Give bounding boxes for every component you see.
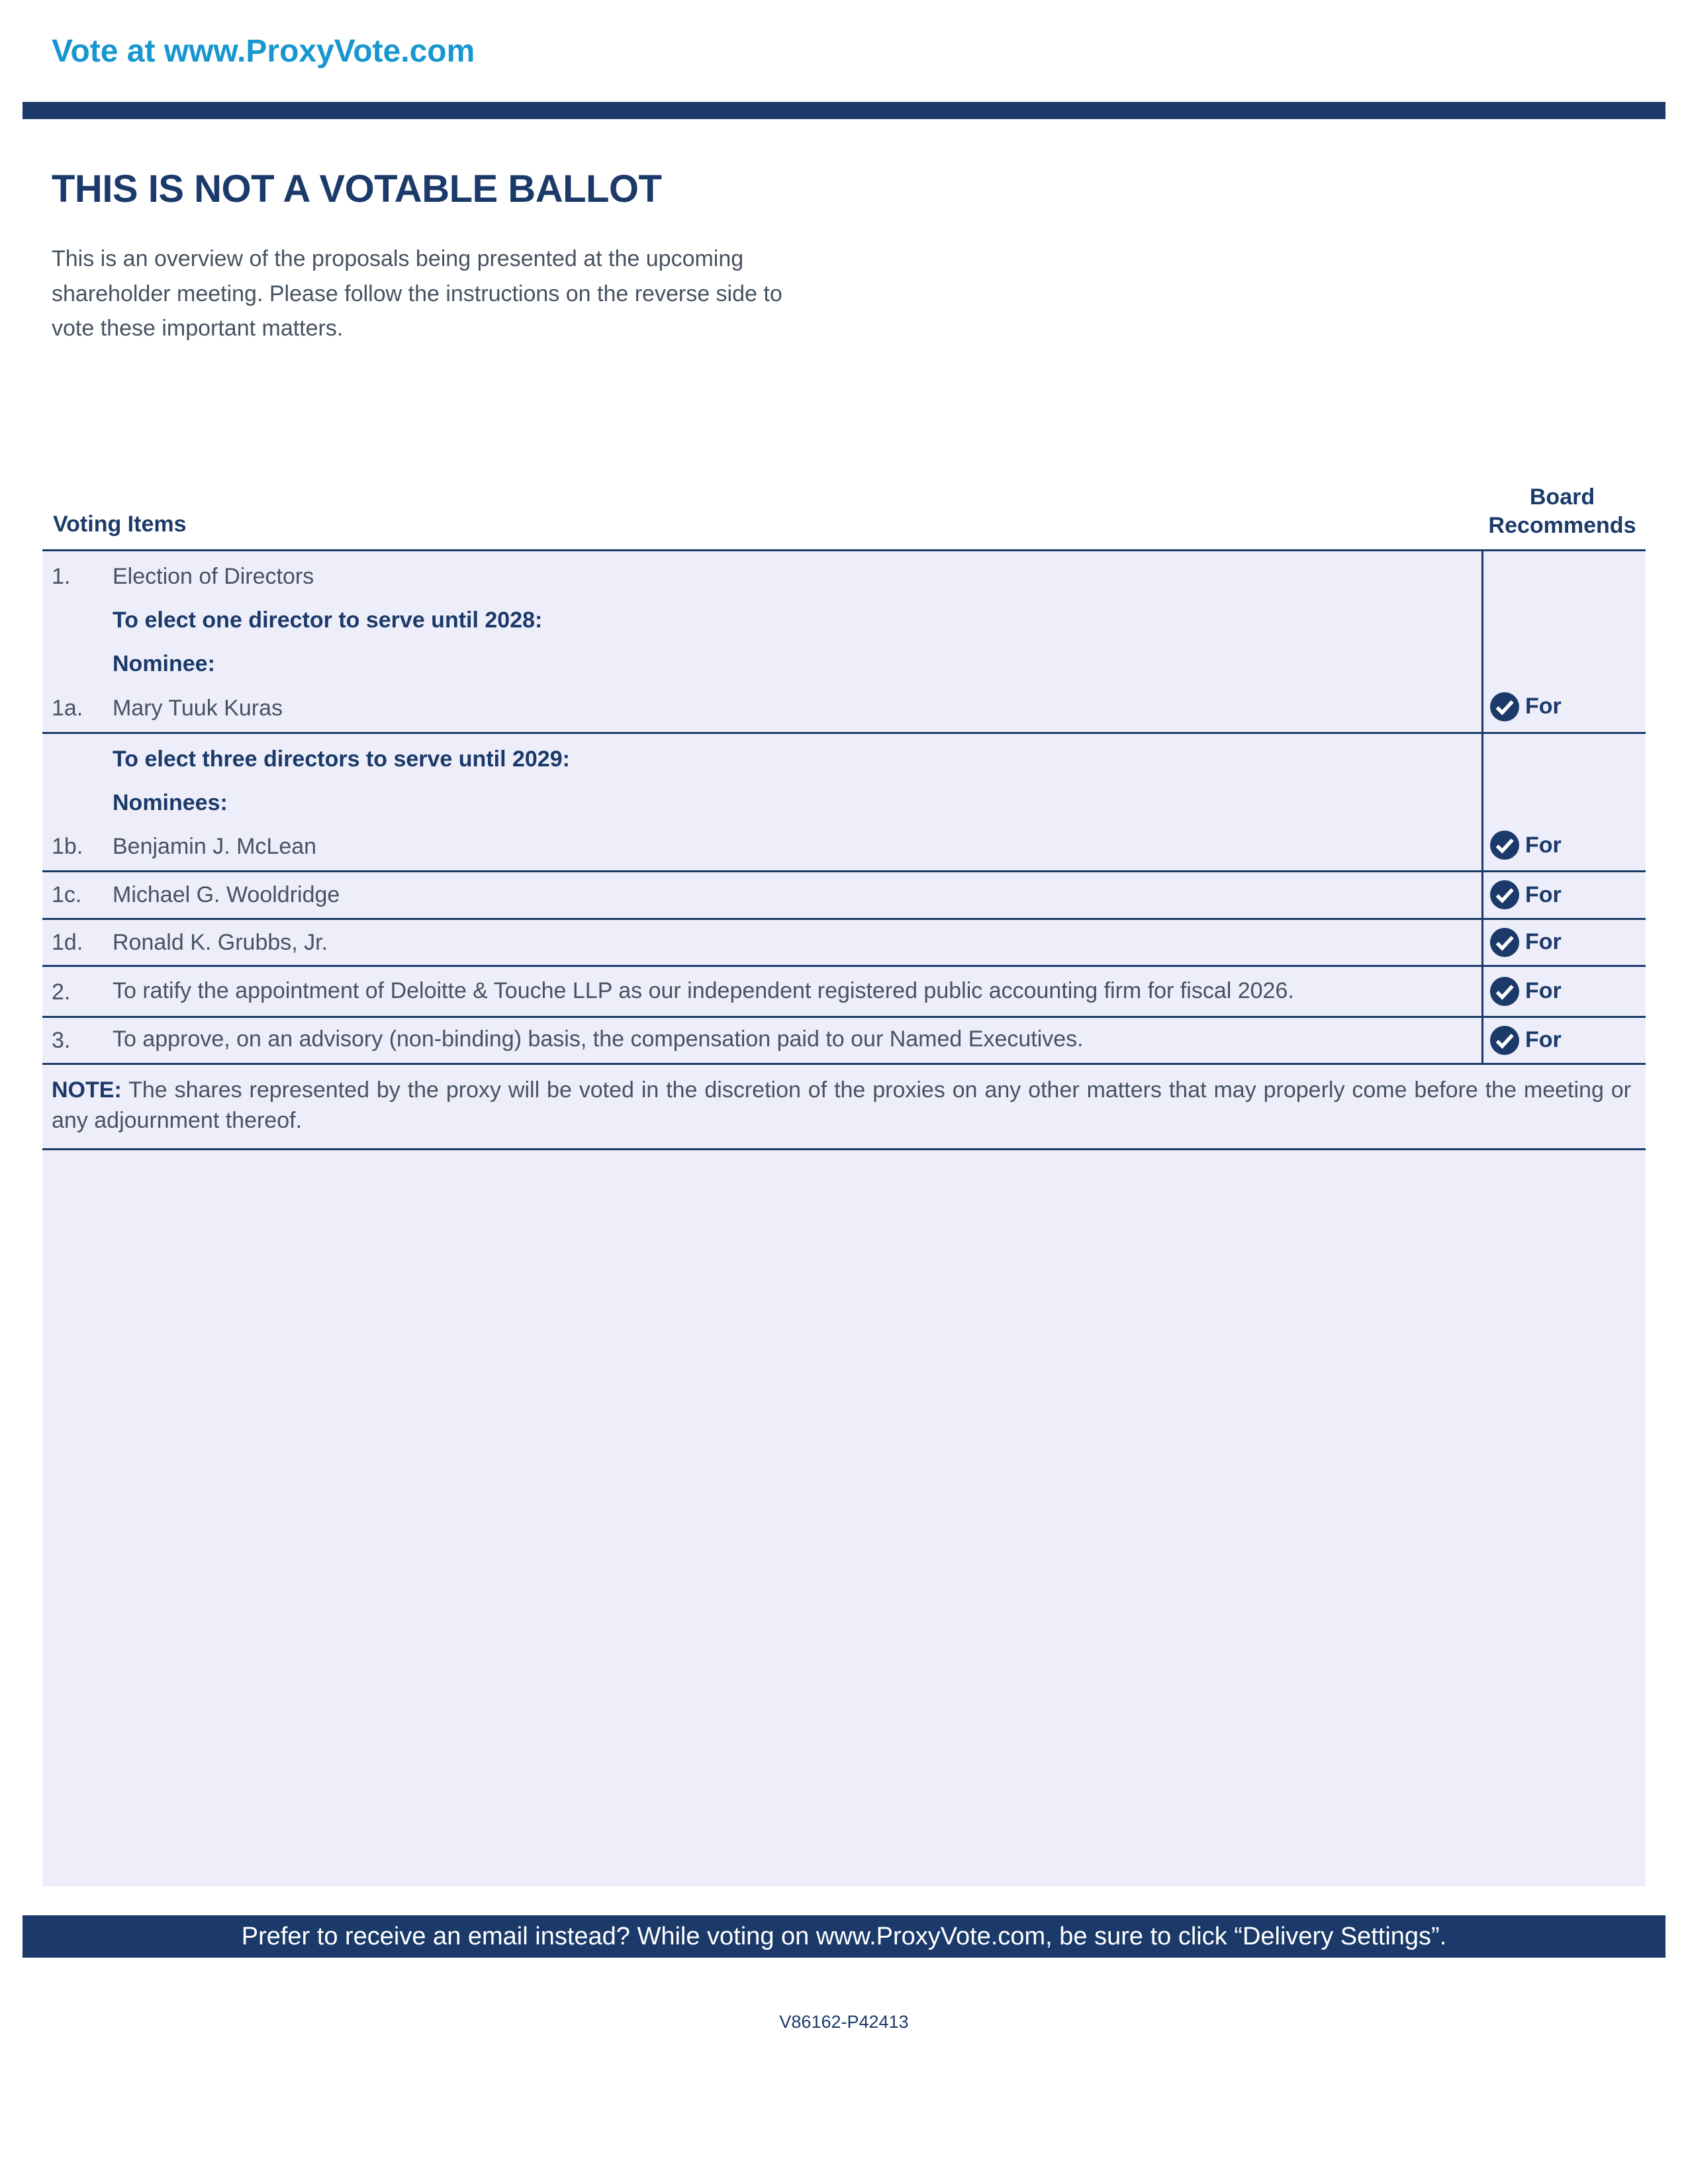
item-number: 1. xyxy=(52,564,71,589)
voting-row-content xyxy=(42,734,1481,871)
for-label: For xyxy=(1525,929,1562,955)
nominee-name: Benjamin J. McLean xyxy=(113,834,317,860)
page-title: THIS IS NOT A VOTABLE BALLOT xyxy=(52,167,662,210)
sub-heading: To elect one director to serve until 2028: xyxy=(113,608,543,633)
document-code: V86162-P42413 xyxy=(779,2012,909,2032)
for-label: For xyxy=(1525,832,1562,858)
for-check-icon xyxy=(1490,928,1519,957)
for-check-icon xyxy=(1490,1026,1519,1055)
board-recommends-header-line2: Recommends xyxy=(1488,512,1636,538)
recommendation xyxy=(1490,928,1562,957)
item-number: 3. xyxy=(52,1027,71,1053)
nominee-name: Michael G. Wooldridge xyxy=(113,882,340,908)
item-number: 1c. xyxy=(52,882,82,908)
voting-row-2 xyxy=(42,967,1646,1018)
vote-url-heading: Vote at www.ProxyVote.com xyxy=(52,34,475,69)
recommendation xyxy=(1490,831,1562,860)
recommendation xyxy=(1490,692,1562,721)
nominee-line xyxy=(52,832,1468,861)
item-text: To approve, on an advisory (non-binding) basis, the compensation paid to our Named Executives. xyxy=(113,1026,1084,1052)
voting-row-3 xyxy=(42,1018,1646,1065)
sub-heading: Nominee: xyxy=(113,651,215,677)
recommendation xyxy=(1490,880,1562,909)
sub-heading-line xyxy=(52,649,1468,678)
note-row xyxy=(42,1065,1646,1150)
voting-table xyxy=(42,549,1646,1886)
for-check-icon xyxy=(1490,880,1519,909)
for-label: For xyxy=(1525,1027,1562,1053)
item-number: 1d. xyxy=(52,929,83,955)
nominee-name: Mary Tuuk Kuras xyxy=(113,695,283,721)
for-check-icon xyxy=(1490,831,1519,860)
board-recommends-header xyxy=(1479,483,1646,539)
email-preference-banner xyxy=(23,1915,1665,1958)
item-number: 2. xyxy=(52,979,71,1005)
voting-items-header: Voting Items xyxy=(53,512,187,537)
board-recommendation-cell xyxy=(1481,872,1646,917)
item-number: 1a. xyxy=(52,695,83,721)
board-recommendation-cell xyxy=(1481,1018,1646,1063)
spacer xyxy=(52,606,113,635)
spacer xyxy=(52,649,113,678)
voting-row-content xyxy=(42,920,1481,965)
for-check-icon xyxy=(1490,692,1519,721)
board-recommendation-cell xyxy=(1481,967,1646,1016)
board-recommends-header-line1: Board xyxy=(1529,484,1595,510)
email-preference-text: Prefer to receive an email instead? While voting on www.ProxyVote.com, be sure to click “Delivery Settings”. xyxy=(241,1922,1447,1950)
board-recommendation-cell xyxy=(1481,920,1646,965)
intro-text: This is an overview of the proposals being presented at the upcoming shareholder meeting. Please follow the instructions on the reverse side to vote these important matters. xyxy=(52,246,782,341)
sub-heading-line xyxy=(52,606,1468,635)
sub-heading: To elect three directors to serve until 2029: xyxy=(113,746,570,772)
board-recommendation-cell xyxy=(1481,551,1646,732)
board-recommendation-cell xyxy=(1481,734,1646,871)
voting-row-content xyxy=(42,551,1481,732)
for-label: For xyxy=(1525,978,1562,1004)
item-text: To ratify the appointment of Deloitte & Touche LLP as our independent registered public accounting firm for fiscal 2026. xyxy=(113,978,1294,1003)
voting-row-election-2029 xyxy=(42,734,1646,873)
voting-row-content xyxy=(42,872,1481,917)
item-number: 1b. xyxy=(52,834,83,860)
note-text: The shares represented by the proxy will be voted in the discretion of the proxies on any other matters that may properly come before the meeting or any adjournment thereof. xyxy=(52,1077,1631,1133)
item-text: Election of Directors xyxy=(113,564,314,589)
item-line xyxy=(52,978,1468,1007)
nominee-line xyxy=(52,880,1468,909)
item-line xyxy=(52,1026,1468,1055)
for-label: For xyxy=(1525,694,1562,719)
sub-heading: Nominees: xyxy=(113,790,228,815)
item-line xyxy=(52,562,1468,591)
voting-row-content xyxy=(42,967,1481,1016)
voting-row-content xyxy=(42,1018,1481,1063)
sub-heading-line xyxy=(52,788,1468,817)
for-check-icon xyxy=(1490,977,1519,1006)
for-label: For xyxy=(1525,882,1562,907)
nominee-name: Ronald K. Grubbs, Jr. xyxy=(113,929,328,955)
voting-row-1c xyxy=(42,872,1646,919)
nominee-line xyxy=(52,694,1468,723)
table-empty-area xyxy=(42,1150,1646,1886)
spacer xyxy=(52,788,113,817)
voting-row-election-2028 xyxy=(42,551,1646,734)
recommendation xyxy=(1490,977,1562,1006)
note-label: NOTE: xyxy=(52,1077,122,1103)
voting-row-1d xyxy=(42,920,1646,967)
recommendation xyxy=(1490,1026,1562,1055)
nominee-line xyxy=(52,928,1468,957)
header-divider-bar xyxy=(23,102,1665,119)
spacer xyxy=(52,745,113,774)
sub-heading-line xyxy=(52,745,1468,774)
